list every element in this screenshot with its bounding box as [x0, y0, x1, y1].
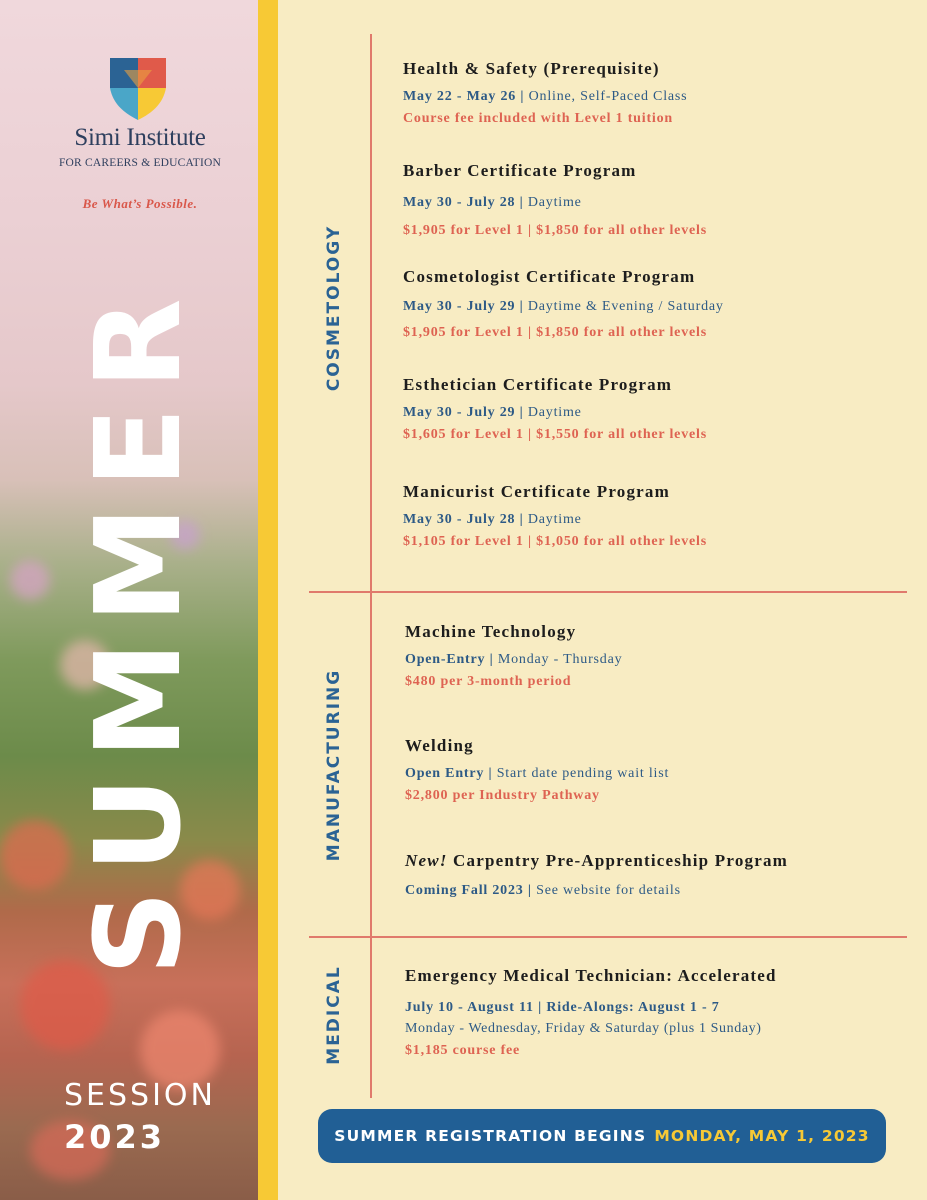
bokeh-flower — [10, 560, 50, 600]
course-fee: $1,905 for Level 1 | $1,850 for all other levels — [403, 223, 707, 238]
course-welding — [405, 736, 905, 804]
course-fee: $1,105 for Level 1 | $1,050 for all other levels — [403, 534, 707, 549]
course-schedule: May 22 - May 26 | Online, Self-Paced Class — [403, 89, 688, 104]
course-schedule: Coming Fall 2023 | See website for details — [405, 883, 681, 898]
course-fee: $1,905 for Level 1 | $1,850 for all other levels — [403, 325, 707, 340]
section-label-cosmetology: COSMETOLOGY — [324, 224, 344, 392]
course-schedule: May 30 - July 28 | Daytime — [403, 195, 582, 210]
vertical-divider-cosmetology — [370, 34, 372, 592]
section-divider — [309, 936, 907, 938]
shield-logo — [110, 58, 166, 120]
section-label-medical: MEDICAL — [324, 965, 344, 1065]
course-emt — [405, 966, 905, 1059]
course-schedule: May 30 - July 29 | Daytime — [403, 405, 582, 420]
course-title: Welding — [405, 736, 474, 755]
course-title: Machine Technology — [405, 622, 577, 641]
course-schedule: May 30 - July 28 | Daytime — [403, 512, 582, 527]
course-fee: $1,185 course fee — [405, 1043, 521, 1058]
course-manicurist — [403, 482, 903, 550]
session-label: SESSION — [64, 1078, 216, 1113]
course-esthetician — [403, 375, 903, 443]
course-title: Manicurist Certificate Program — [403, 482, 670, 501]
course-title: Esthetician Certificate Program — [403, 375, 673, 394]
section-label-manufacturing: MANUFACTURING — [324, 668, 344, 862]
registration-text: SUMMER REGISTRATION BEGINS — [334, 1127, 647, 1145]
course-machine-technology — [405, 622, 905, 690]
vertical-divider-manufacturing — [370, 593, 372, 936]
course-title: Emergency Medical Technician: Accelerated — [405, 966, 777, 985]
course-days: Monday - Wednesday, Friday & Saturday (plus 1 Sunday) — [405, 1021, 762, 1036]
course-schedule: May 30 - July 29 | Daytime & Evening / Saturday — [403, 299, 724, 314]
course-health-safety — [403, 59, 903, 127]
summer-heading: SUMMER — [69, 280, 207, 976]
course-fee: $1,605 for Level 1 | $1,550 for all other levels — [403, 427, 707, 442]
course-title: Cosmetologist Certificate Program — [403, 267, 696, 286]
registration-date: MONDAY, MAY 1, 2023 — [654, 1127, 870, 1145]
course-cosmetologist — [403, 267, 903, 341]
course-carpentry — [405, 851, 905, 899]
course-title: Health & Safety (Prerequisite) — [403, 59, 660, 78]
course-schedule: Open-Entry | Monday - Thursday — [405, 652, 623, 667]
course-title: Barber Certificate Program — [403, 161, 637, 180]
course-fee: Course fee included with Level 1 tuition — [403, 111, 673, 126]
section-divider — [309, 591, 907, 593]
brand-subtitle: FOR CAREERS & EDUCATION — [58, 157, 222, 169]
bokeh-flower — [0, 820, 70, 890]
session-year: 2023 — [64, 1118, 166, 1156]
course-schedule: July 10 - August 11 | Ride-Alongs: August 1 - 7 — [405, 1000, 720, 1015]
new-badge: New! — [405, 851, 448, 870]
yellow-accent-bar — [258, 0, 278, 1200]
brand-tagline: Be What’s Possible. — [82, 196, 198, 211]
brand-name: Simi Institute — [74, 124, 206, 151]
course-schedule: Open Entry | Start date pending wait list — [405, 766, 670, 781]
course-title: New! Carpentry Pre-Apprenticeship Program — [405, 851, 789, 870]
course-barber — [403, 161, 903, 239]
hero-photo-panel — [0, 0, 258, 1200]
course-fee: $480 per 3-month period — [405, 674, 572, 689]
registration-banner — [318, 1109, 886, 1163]
course-fee: $2,800 per Industry Pathway — [405, 788, 600, 803]
vertical-divider-medical — [370, 938, 372, 1098]
